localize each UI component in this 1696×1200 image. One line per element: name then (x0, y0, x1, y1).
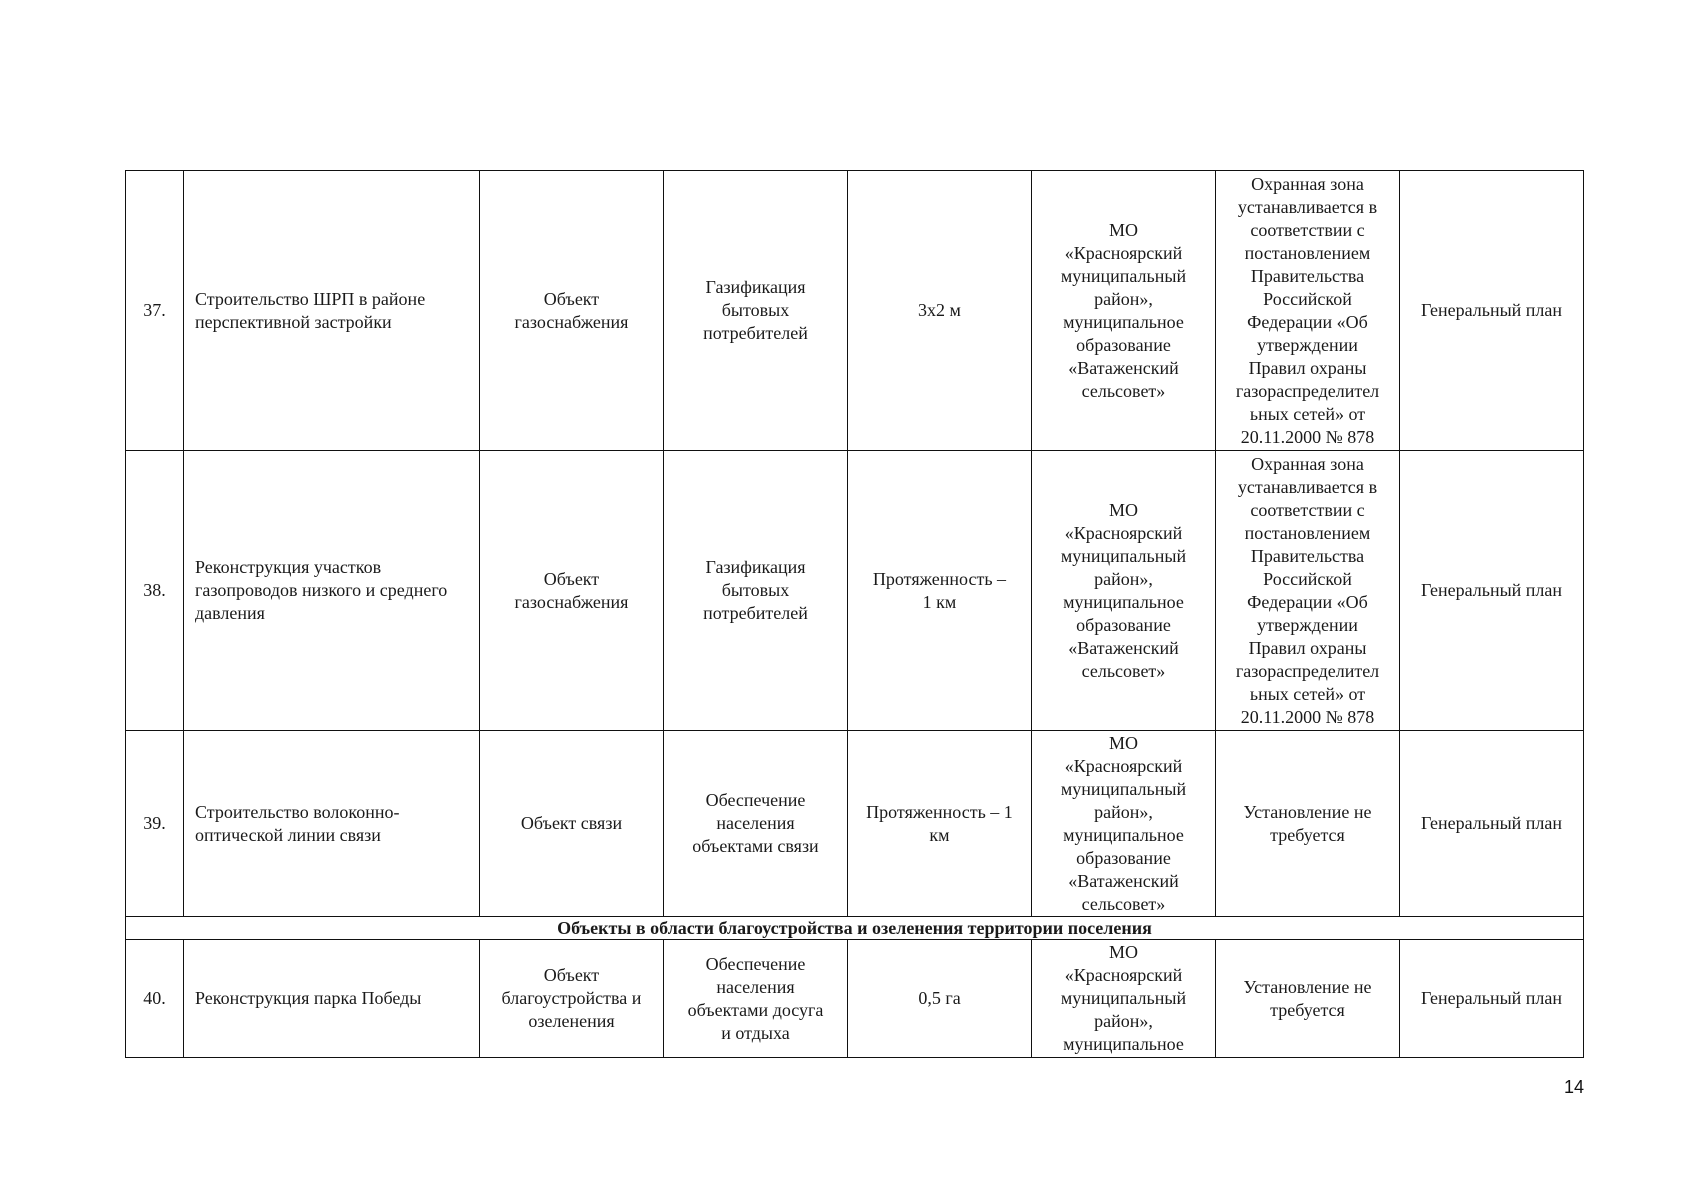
object-location-cell: МО «Красноярский муниципальный район», муниципальное (1032, 940, 1216, 1058)
object-zone-cell: Установление не требуется (1216, 940, 1400, 1058)
object-characteristics-cell: 0,5 га (848, 940, 1032, 1058)
object-document-cell: Генеральный план (1400, 451, 1584, 731)
table-row (126, 451, 1584, 731)
object-type-cell: Объект газоснабжения (480, 171, 664, 451)
object-document-cell: Генеральный план (1400, 940, 1584, 1058)
object-name-cell: Строительство волоконно-оптической линии связи (184, 731, 480, 917)
table-row (126, 731, 1584, 917)
row-number: 39. (126, 731, 184, 917)
row-number: 40. (126, 940, 184, 1058)
object-name-cell: Реконструкция парка Победы (184, 940, 480, 1058)
object-location-cell: МО «Красноярский муниципальный район», муниципальное образование «Ватаженский сельсовет» (1032, 731, 1216, 917)
object-characteristics-cell: Протяженность – 1 км (848, 451, 1032, 731)
page-number: 14 (1563, 1077, 1584, 1097)
object-purpose-cell: Газификация бытовых потребителей (664, 171, 848, 451)
object-name-cell: Реконструкция участков газопроводов низкого и среднего давления (184, 451, 480, 731)
object-zone-cell: Охранная зона устанавливается в соответствии с постановлением Правительства Российской Федерации «Об утверждении Правил охраны газораспределител ьных сетей» от 20.11.2000 № 878 (1216, 451, 1400, 731)
row-number: 38. (126, 451, 184, 731)
object-zone-cell: Охранная зона устанавливается в соответствии с постановлением Правительства Российской Федерации «Об утверждении Правил охраны газораспределител ьных сетей» от 20.11.2000 № 878 (1216, 171, 1400, 451)
object-document-cell: Генеральный план (1400, 171, 1584, 451)
object-characteristics-cell: Протяженность – 1 км (848, 731, 1032, 917)
object-type-cell: Объект газоснабжения (480, 451, 664, 731)
object-type-cell: Объект благоустройства и озеленения (480, 940, 664, 1058)
object-purpose-cell: Газификация бытовых потребителей (664, 451, 848, 731)
object-location-cell: МО «Красноярский муниципальный район», муниципальное образование «Ватаженский сельсовет» (1032, 171, 1216, 451)
object-name-cell: Строительство ШРП в районе перспективной застройки (184, 171, 480, 451)
object-type-cell: Объект связи (480, 731, 664, 917)
object-characteristics-cell: 3х2 м (848, 171, 1032, 451)
table-row (126, 940, 1584, 1058)
objects-table (125, 170, 1584, 1058)
object-document-cell: Генеральный план (1400, 731, 1584, 917)
row-number: 37. (126, 171, 184, 451)
section-header-row (126, 917, 1584, 940)
table-row (126, 171, 1584, 451)
object-purpose-cell: Обеспечение населения объектами досуга и отдыха (664, 940, 848, 1058)
object-location-cell: МО «Красноярский муниципальный район», муниципальное образование «Ватаженский сельсовет» (1032, 451, 1216, 731)
section-header: Объекты в области благоустройства и озеленения территории поселения (126, 917, 1584, 940)
object-zone-cell: Установление не требуется (1216, 731, 1400, 917)
object-purpose-cell: Обеспечение населения объектами связи (664, 731, 848, 917)
